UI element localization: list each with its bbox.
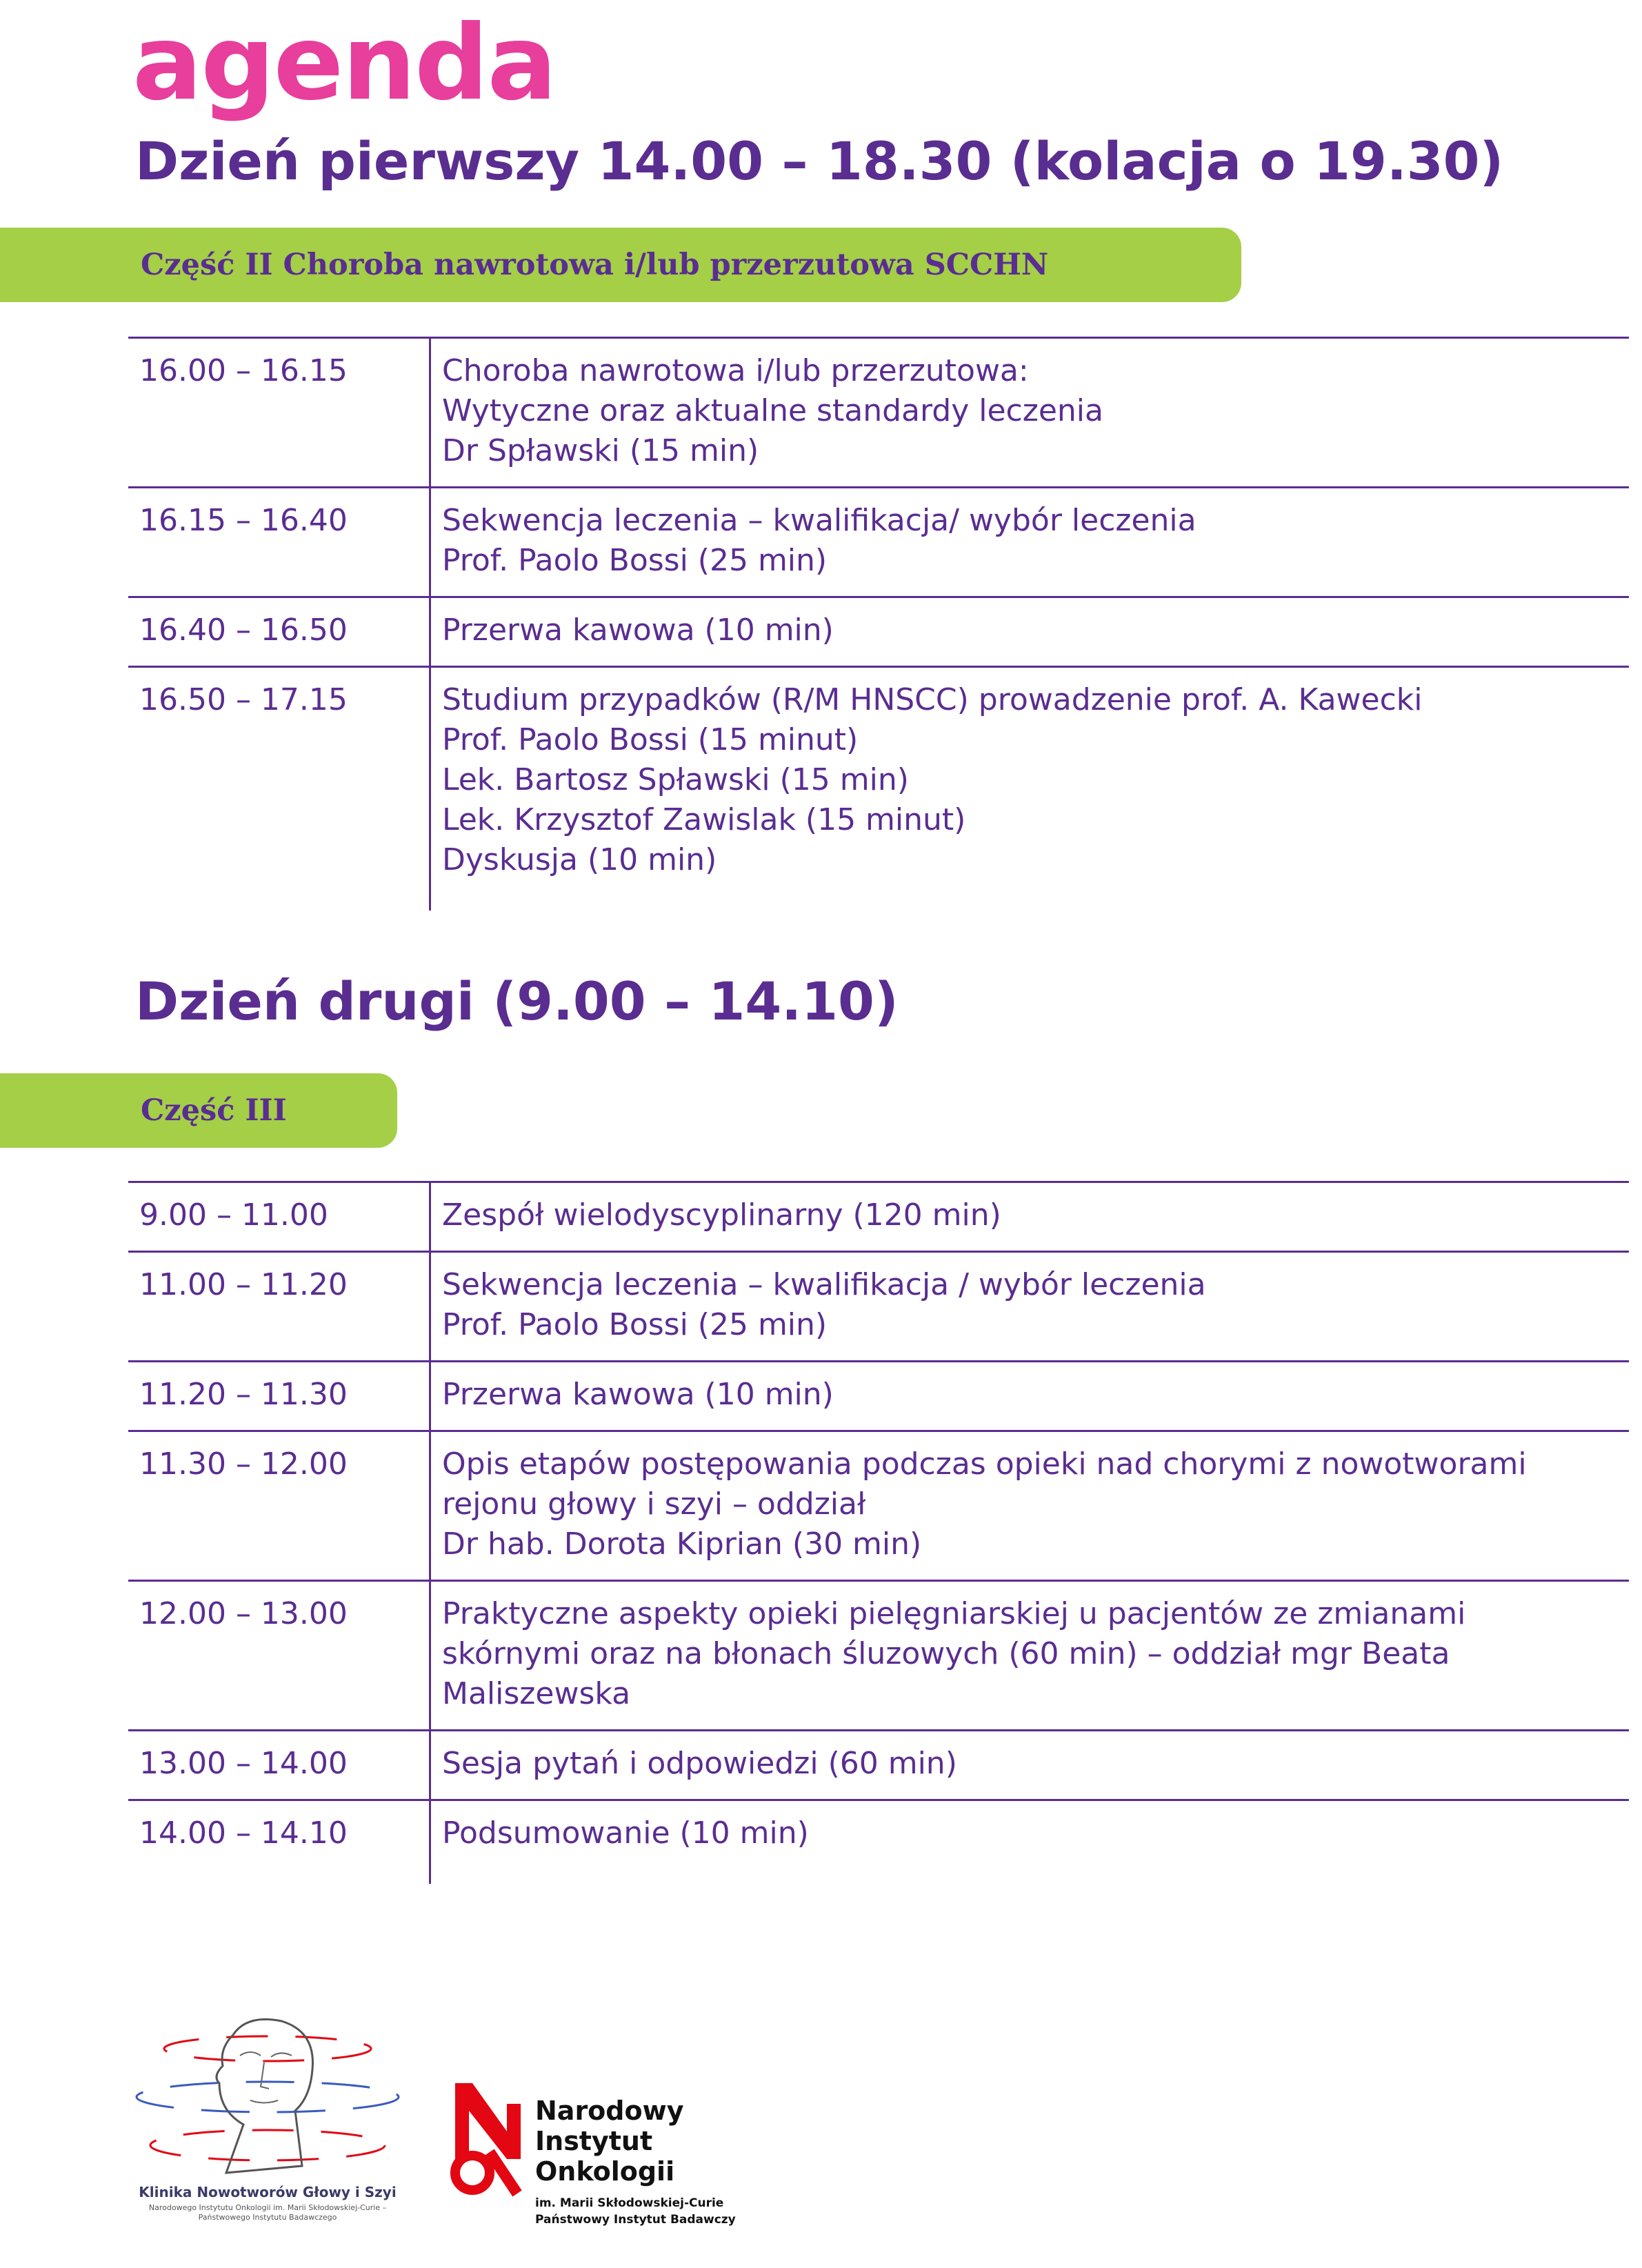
description-line: skórnymi oraz na błonach śluzowych (60 min) – oddział mgr Beata <box>442 1636 1450 1671</box>
day1-heading: Dzień pierwszy 14.00 – 18.30 (kolacja o 19.30) <box>135 130 1504 192</box>
description-line: Prof. Paolo Bossi (25 min) <box>442 1307 828 1342</box>
day2-section-bar <box>0 1073 397 1148</box>
klinika-name: Klinika Nowotworów Głowy i Szyi <box>139 2184 397 2200</box>
row-time: 9.00 – 11.00 <box>128 1182 430 1252</box>
schedule-row <box>128 1362 1629 1431</box>
row-time: 14.00 – 14.10 <box>128 1800 430 1884</box>
row-description <box>430 488 1630 597</box>
row-description <box>430 338 1630 488</box>
row-description <box>430 1731 1630 1800</box>
description-line: Sesja pytań i odpowiedzi (60 min) <box>442 1746 957 1781</box>
row-description <box>430 1182 1630 1252</box>
description-line: Prof. Paolo Bossi (15 minut) <box>442 722 859 757</box>
day2-section-label: Część III <box>141 1093 287 1128</box>
description-line: Dyskusja (10 min) <box>442 842 717 877</box>
nio-name: Narodowy Instytut Onkologii <box>535 2096 684 2187</box>
description-line: Zespół wielodyscyplinarny (120 min) <box>442 1197 1001 1233</box>
row-time: 13.00 – 14.00 <box>128 1731 430 1800</box>
description-line: rejonu głowy i szyi – oddział <box>442 1486 866 1522</box>
description-line: Dr Spławski (15 min) <box>442 433 759 468</box>
description-line: Podsumowanie (10 min) <box>442 1816 809 1851</box>
day1-schedule-table <box>128 337 1629 911</box>
description-line: Praktyczne aspekty opieki pielęgniarskiej u pacjentów ze zmianami <box>442 1596 1466 1631</box>
day2-schedule-table <box>128 1181 1629 1884</box>
row-time: 16.50 – 17.15 <box>128 667 430 911</box>
row-time: 11.00 – 11.20 <box>128 1252 430 1362</box>
row-time: 16.00 – 16.15 <box>128 338 430 488</box>
schedule-row <box>128 1252 1629 1362</box>
klinika-logo <box>123 2007 412 2242</box>
nio-logo <box>441 2076 745 2256</box>
head-sketch-icon <box>123 2007 412 2180</box>
description-line: Wytyczne oraz aktualne standardy leczenia <box>442 393 1103 428</box>
day1-section-label: Część II Choroba nawrotowa i/lub przerzutowa SCCHN <box>141 248 1049 282</box>
description-line: Maliszewska <box>442 1676 631 1711</box>
schedule-row <box>128 1731 1629 1800</box>
description-line: Sekwencja leczenia – kwalifikacja/ wybór leczenia <box>442 503 1197 538</box>
description-line: Lek. Bartosz Spławski (15 min) <box>442 762 909 797</box>
schedule-row <box>128 1800 1629 1884</box>
schedule-row <box>128 488 1629 597</box>
description-line: Prof. Paolo Bossi (25 min) <box>442 543 828 578</box>
day2-heading: Dzień drugi (9.00 – 14.10) <box>135 971 899 1032</box>
description-line: Lek. Krzysztof Zawislak (15 minut) <box>442 802 966 837</box>
description-line: Przerwa kawowa (10 min) <box>442 1377 834 1412</box>
schedule-row <box>128 338 1629 488</box>
description-line: Przerwa kawowa (10 min) <box>442 613 834 648</box>
description-line: Studium przypadków (R/M HNSCC) prowadzenie prof. A. Kawecki <box>442 682 1423 717</box>
nio-subtitle: im. Marii Skłodowskiej-Curie Państwowy Instytut Badawczy <box>535 2196 736 2227</box>
description-line: Choroba nawrotowa i/lub przerzutowa: <box>442 353 1029 388</box>
nio-symbol-icon <box>441 2076 531 2200</box>
row-time: 11.20 – 11.30 <box>128 1362 430 1431</box>
description-line: Opis etapów postępowania podczas opieki nad chorymi z nowotworami <box>442 1446 1527 1482</box>
row-description <box>430 597 1630 667</box>
schedule-row <box>128 1182 1629 1252</box>
row-time: 11.30 – 12.00 <box>128 1431 430 1581</box>
row-description <box>430 1581 1630 1731</box>
row-description <box>430 1362 1630 1431</box>
row-description <box>430 1800 1630 1884</box>
schedule-row <box>128 1431 1629 1581</box>
klinika-subtitle: Narodowego Instytutu Onkologii im. Marii Skłodowskiej-Curie – Państwowego Instytutu Badawczego <box>148 2203 387 2222</box>
row-time: 12.00 – 13.00 <box>128 1581 430 1731</box>
description-line: Sekwencja leczenia – kwalifikacja / wybór leczenia <box>442 1267 1206 1302</box>
row-time: 16.40 – 16.50 <box>128 597 430 667</box>
schedule-row <box>128 667 1629 911</box>
row-time: 16.15 – 16.40 <box>128 488 430 597</box>
schedule-row <box>128 597 1629 667</box>
agenda-title: agenda <box>132 3 556 123</box>
description-line: Dr hab. Dorota Kiprian (30 min) <box>442 1526 922 1562</box>
row-description <box>430 667 1630 911</box>
row-description <box>430 1431 1630 1581</box>
day1-section-bar <box>0 228 1241 302</box>
schedule-row <box>128 1581 1629 1731</box>
row-description <box>430 1252 1630 1362</box>
